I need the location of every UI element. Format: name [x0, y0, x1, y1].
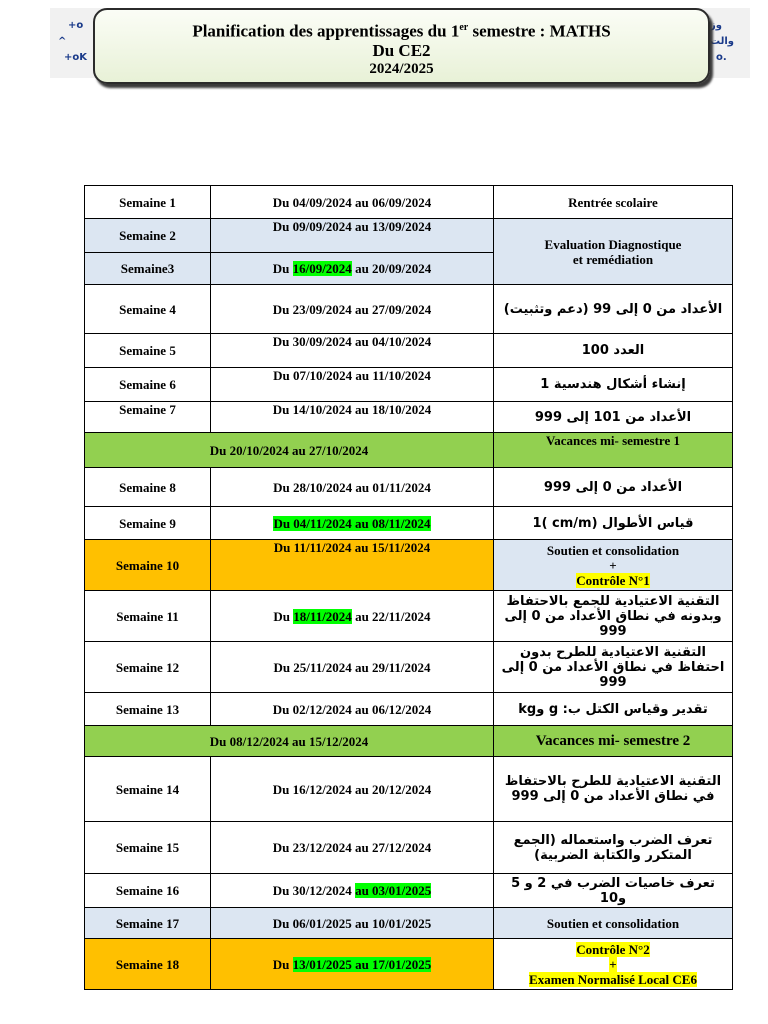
dates-cell: Du 23/12/2024 au 27/12/2024 — [211, 822, 494, 874]
week-cell: Semaine 13 — [85, 693, 211, 726]
title-box — [93, 8, 710, 84]
table-row — [85, 693, 733, 726]
dates-cell: Du 25/11/2024 au 29/11/2024 — [211, 642, 494, 693]
table-row — [85, 540, 733, 591]
dates-cell: Du 16/12/2024 au 20/12/2024 — [211, 757, 494, 822]
class-level: Du CE2 — [372, 40, 431, 60]
logo-mark-right: وز — [710, 20, 722, 31]
table-row — [85, 874, 733, 908]
week-cell: Semaine 4 — [85, 285, 211, 334]
content-cell: Soutien et consolidation + Contrôle N°1 — [494, 540, 733, 591]
table-row — [85, 468, 733, 507]
table-row — [85, 219, 733, 253]
school-year: 2024/2025 — [369, 60, 434, 77]
logo-mark-left-3: +oK — [64, 52, 87, 63]
week-cell: Semaine 2 — [85, 219, 211, 253]
table-row — [85, 822, 733, 874]
content-cell: الأعداد من 0 إلى 99 (دعم وتثبيت) — [494, 285, 733, 334]
content-cell: التقنية الاعتيادية للطرح بدون احتفاظ في نطاق الأعداد من 0 إلى 999 — [494, 642, 733, 693]
dates-cell: Du 04/11/2024 au 08/11/2024 — [211, 507, 494, 540]
page-title: Planification des apprentissages du 1er semestre : MATHS — [192, 21, 611, 41]
dates-cell: Du 13/01/2025 au 17/01/2025 — [211, 939, 494, 990]
table-row — [85, 186, 733, 219]
week-cell: Semaine 5 — [85, 334, 211, 368]
content-cell: تعرف الضرب واستعماله (الجمع المتكرر والكتابة الضربية) — [494, 822, 733, 874]
dates-cell: Du 11/11/2024 au 15/11/2024 — [211, 540, 494, 591]
dates-cell: Du 04/09/2024 au 06/09/2024 — [211, 186, 494, 219]
table-row — [85, 642, 733, 693]
content-cell: إنشاء أشكال هندسية 1 — [494, 368, 733, 402]
dates-cell: Du 30/09/2024 au 04/10/2024 — [211, 334, 494, 368]
content-cell: الأعداد من 101 إلى 999 — [494, 402, 733, 433]
content-cell: Soutien et consolidation — [494, 908, 733, 939]
week-cell: Semaine 9 — [85, 507, 211, 540]
table-row-holiday — [85, 726, 733, 757]
content-cell: تقدير وقياس الكتل ب: g وkg — [494, 693, 733, 726]
week-cell: Semaine 12 — [85, 642, 211, 693]
content-cell: Rentrée scolaire — [494, 186, 733, 219]
holiday-dates-cell: Du 20/10/2024 au 27/10/2024 — [85, 433, 494, 468]
week-cell: Semaine 15 — [85, 822, 211, 874]
table-row — [85, 368, 733, 402]
week-cell: Semaine 18 — [85, 939, 211, 990]
content-cell: الأعداد من 0 إلى 999 — [494, 468, 733, 507]
week-cell: Semaine3 — [85, 253, 211, 285]
dates-cell: Du 30/12/2024 au 03/01/2025 — [211, 874, 494, 908]
holiday-label-cell: Vacances mi- semestre 1 — [494, 433, 733, 468]
holiday-dates-cell: Du 08/12/2024 au 15/12/2024 — [85, 726, 494, 757]
table-row — [85, 757, 733, 822]
week-cell: Semaine 16 — [85, 874, 211, 908]
table-row — [85, 507, 733, 540]
table-row — [85, 285, 733, 334]
dates-cell: Du 23/09/2024 au 27/09/2024 — [211, 285, 494, 334]
table-row — [85, 334, 733, 368]
planning-table — [84, 185, 733, 990]
dates-cell: Du 14/10/2024 au 18/10/2024 — [211, 402, 494, 433]
dates-cell: Du 28/10/2024 au 01/11/2024 — [211, 468, 494, 507]
table-row — [85, 402, 733, 433]
week-cell: Semaine 11 — [85, 591, 211, 642]
content-cell: تعرف خاصيات الضرب في 2 و 5 و10 — [494, 874, 733, 908]
logo-mark-right-3: o. — [716, 52, 727, 63]
dates-cell: Du 02/12/2024 au 06/12/2024 — [211, 693, 494, 726]
table-row — [85, 908, 733, 939]
table-row — [85, 939, 733, 990]
logo-mark-left-2: ^ — [58, 36, 67, 47]
dates-cell: Du 16/09/2024 au 20/09/2024 — [211, 253, 494, 285]
content-cell: Contrôle N°2 + Examen Normalisé Local CE6 — [494, 939, 733, 990]
week-cell: Semaine 1 — [85, 186, 211, 219]
table-row-holiday — [85, 433, 733, 468]
holiday-label-cell: Vacances mi- semestre 2 — [494, 726, 733, 757]
content-cell: العدد 100 — [494, 334, 733, 368]
week-cell: Semaine 8 — [85, 468, 211, 507]
content-cell: التقنية الاعتيادية للطرح بالاحتفاظ في نطاق الأعداد من 0 إلى 999 — [494, 757, 733, 822]
dates-cell: Du 18/11/2024 au 22/11/2024 — [211, 591, 494, 642]
content-cell: قياس الأطوال (cm/m )1 — [494, 507, 733, 540]
content-cell: التقنية الاعتيادية للجمع بالاحتفاظ وبدونه في نطاق الأعداد من 0 إلى 999 — [494, 591, 733, 642]
week-cell: Semaine 17 — [85, 908, 211, 939]
week-cell: Semaine 6 — [85, 368, 211, 402]
table-row — [85, 591, 733, 642]
logo-mark-right-2: والت — [710, 36, 734, 47]
week-cell: Semaine 10 — [85, 540, 211, 591]
week-cell: Semaine 7 — [85, 402, 211, 433]
content-cell: Evaluation Diagnostique et remédiation — [494, 219, 733, 285]
dates-cell: Du 09/09/2024 au 13/09/2024 — [211, 219, 494, 253]
dates-cell: Du 06/01/2025 au 10/01/2025 — [211, 908, 494, 939]
dates-cell: Du 07/10/2024 au 11/10/2024 — [211, 368, 494, 402]
logo-mark-left: +o — [68, 20, 84, 31]
week-cell: Semaine 14 — [85, 757, 211, 822]
